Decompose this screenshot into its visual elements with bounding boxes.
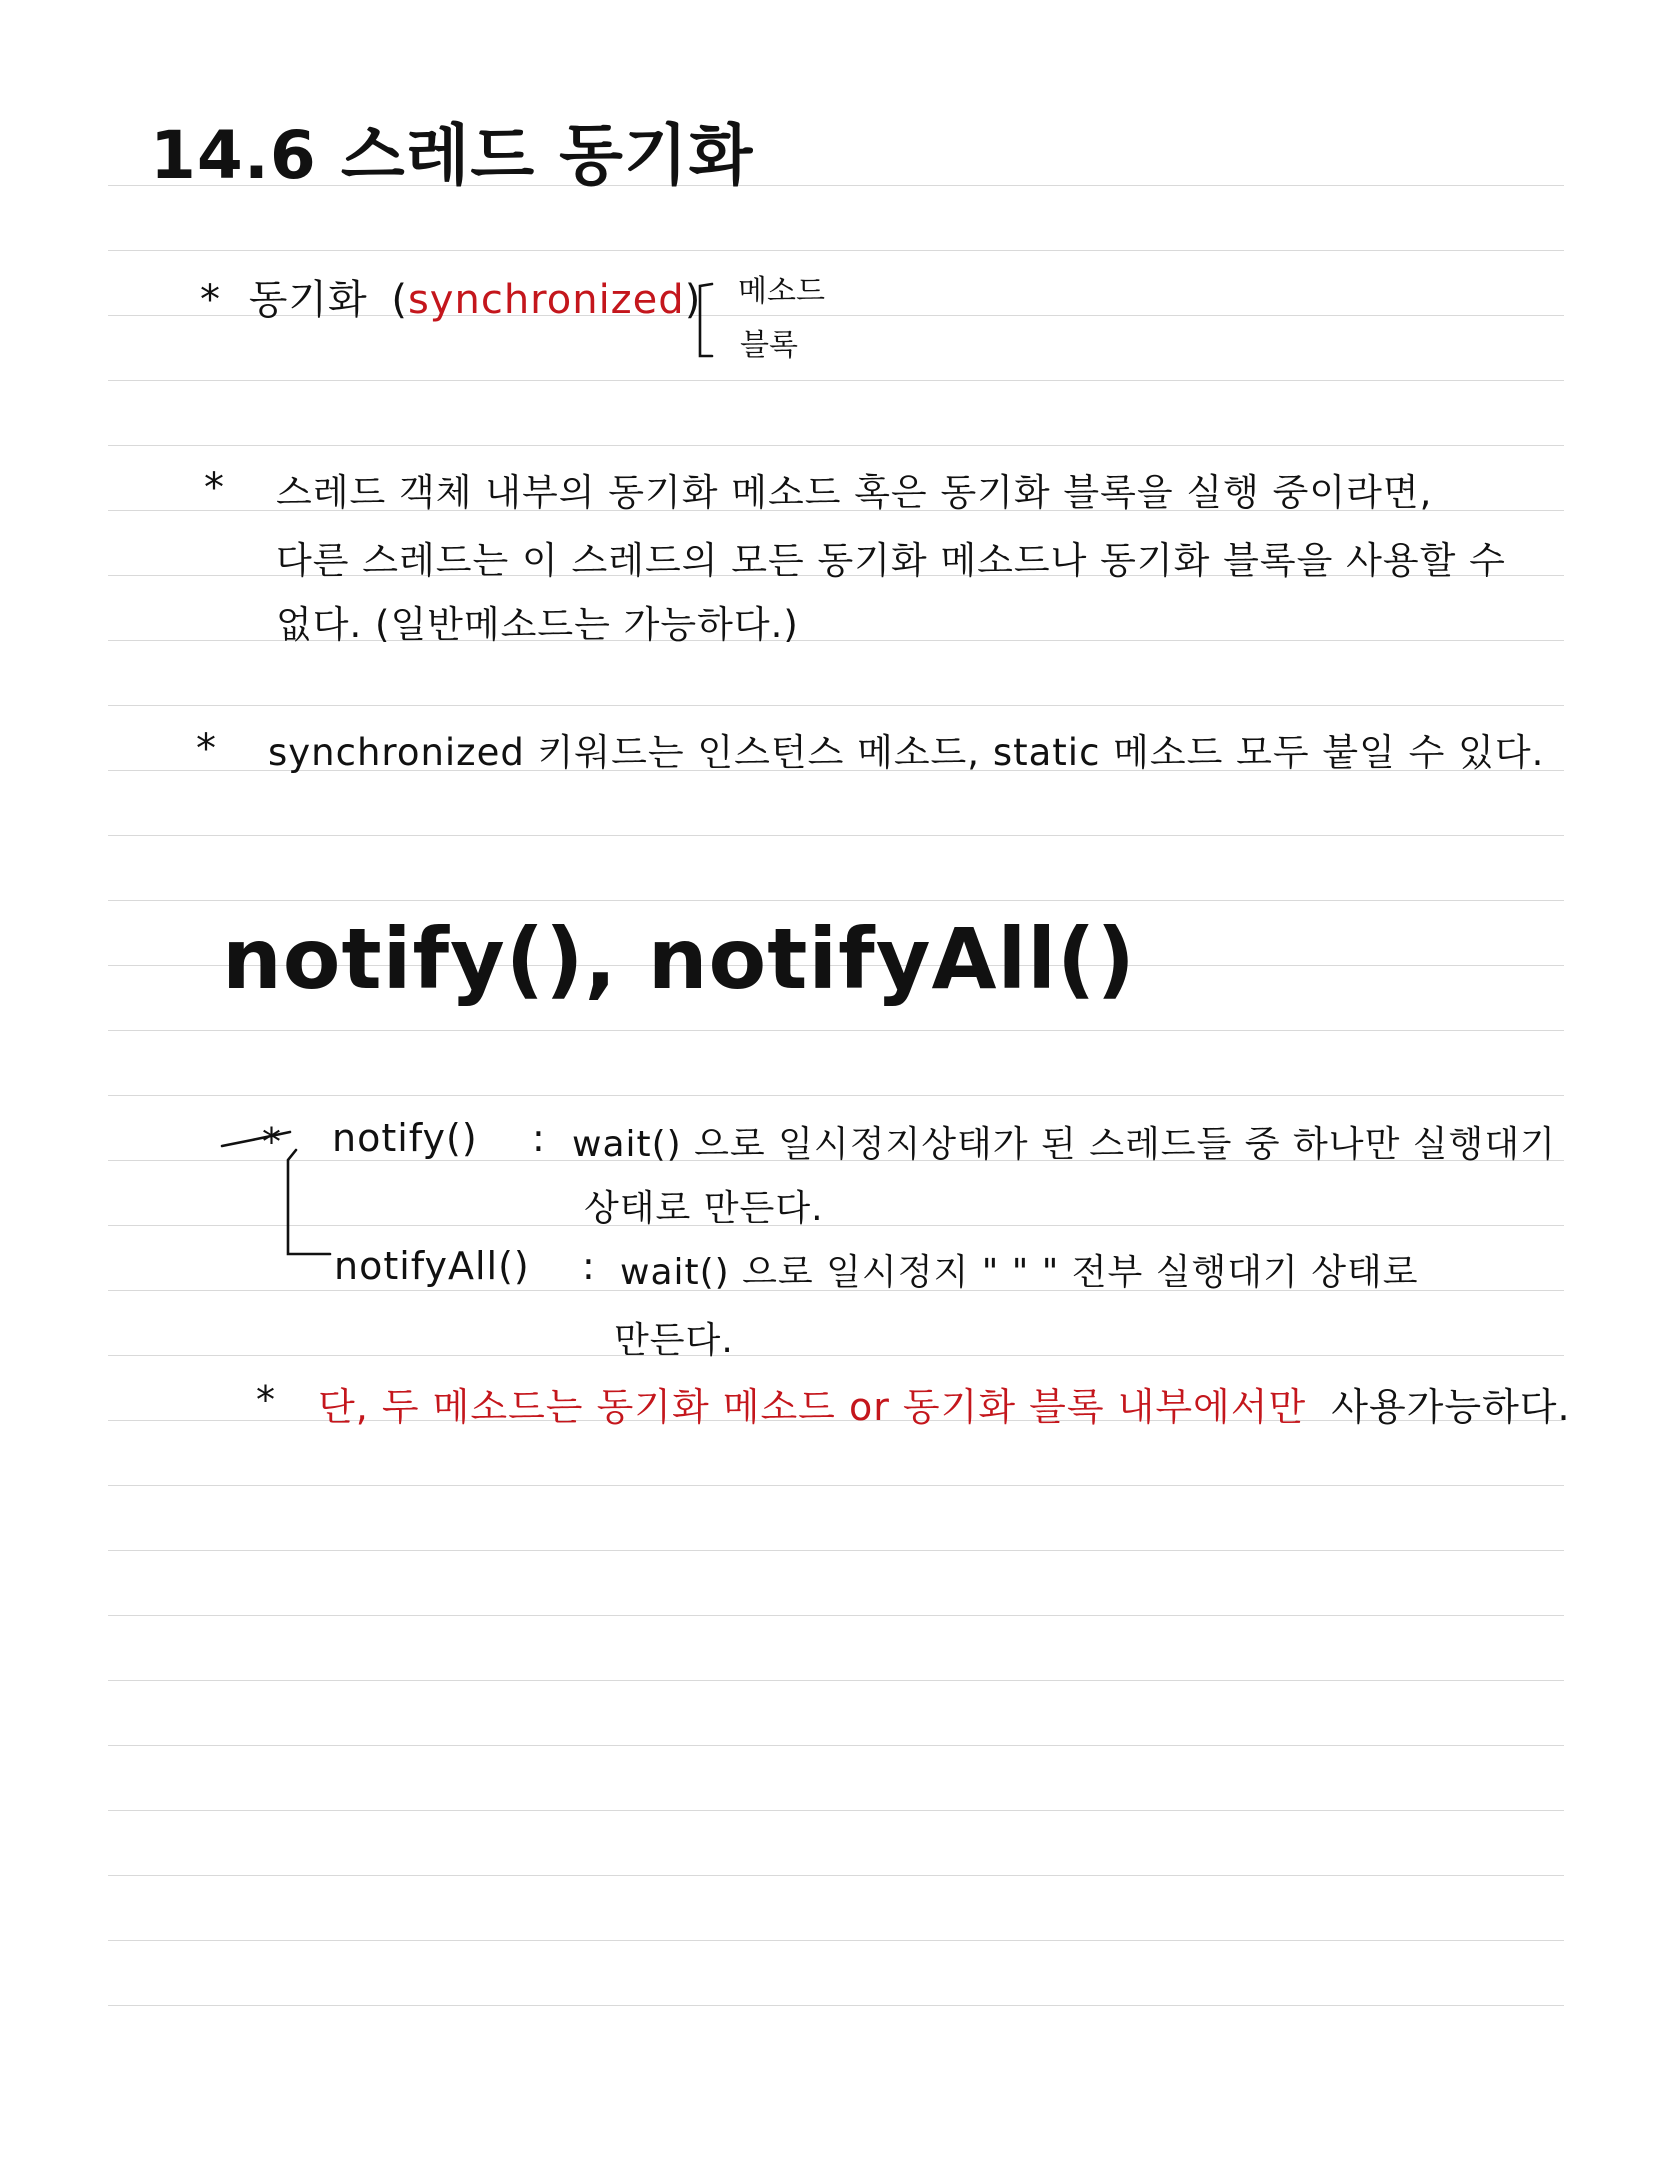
branch-block: 블록 (740, 328, 798, 363)
branch-method: 메소드 (738, 274, 825, 309)
section2-line2: 다른 스레드는 이 스레드의 모든 동기화 메소드나 동기화 블록을 사용할 수 (276, 539, 1506, 582)
section2-line1: 스레드 객체 내부의 동기화 메소드 혹은 동기화 블록을 실행 중이라면, (276, 471, 1433, 514)
notify-colon: : (532, 1116, 546, 1160)
bullet-asterisk: * (262, 1120, 282, 1164)
note-black-text: 사용가능하다. (1331, 1385, 1571, 1429)
notifyall-desc-line2: 만든다. (614, 1320, 734, 1361)
bullet-asterisk: * (256, 1378, 276, 1422)
notify-name: notify() (332, 1116, 478, 1160)
notify-desc-line2: 상태로 만든다. (584, 1188, 824, 1229)
note-red-text: 단, 두 메소드는 동기화 메소드 or 동기화 블록 내부에서만 (318, 1385, 1307, 1429)
synchronized-keyword: synchronized (407, 277, 685, 323)
bullet-asterisk: * (196, 726, 217, 772)
bullet-asterisk: * (200, 277, 221, 323)
notifyall-desc-line1: wait() 으로 일시정지 " " " 전부 실행대기 상태로 (620, 1252, 1419, 1293)
note-line (318, 1376, 1571, 1431)
page-title: 14.6 스레드 동기화 (150, 117, 754, 194)
bullet-asterisk: * (204, 465, 225, 511)
notifyall-name: notifyAll() (334, 1244, 530, 1288)
section2-line3: 없다. (일반메소드는 가능하다.) (276, 603, 799, 646)
section3-text: synchronized 키워드는 인스턴스 메소드, static 메소드 모두 붙일 수 있다. (268, 731, 1545, 774)
notifyall-colon: : (582, 1244, 596, 1288)
sync-label: 동기화 (248, 277, 368, 323)
notify-desc-line1: wait() 으로 일시정지상태가 된 스레드들 중 하나만 실행대기 (572, 1124, 1556, 1165)
open-paren: ( (391, 277, 408, 323)
close-paren: ) (684, 277, 702, 323)
notify-heading: notify(), notifyAll() (222, 910, 1136, 1008)
